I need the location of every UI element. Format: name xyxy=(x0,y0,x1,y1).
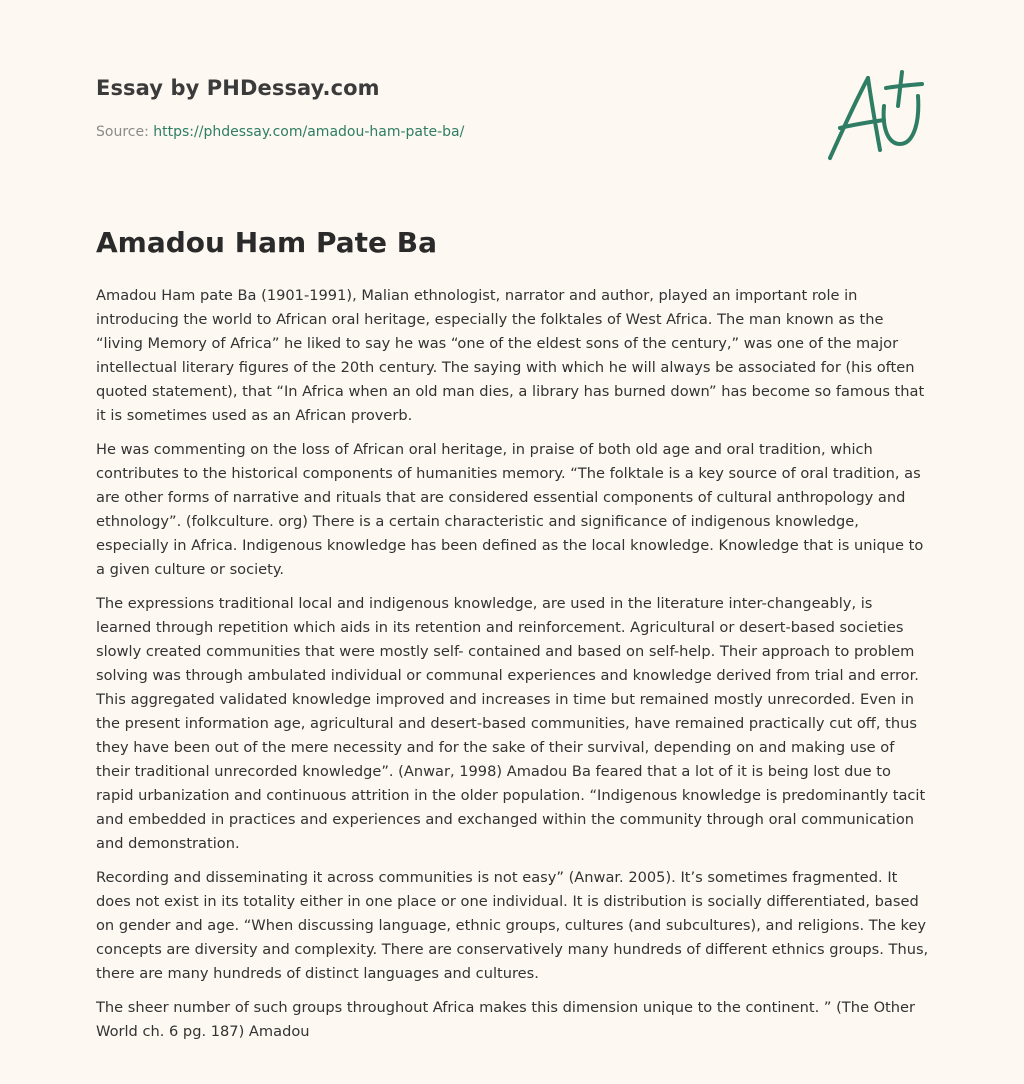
source-line xyxy=(96,124,464,140)
paragraph: Recording and disseminating it across communities is not easy” (Anwar. 2005). It’s sometimes fragmented. It does not exist in its totality either in one place or one individual. It is distribution is socially differentiated, based on gender and age. “When discussing language, ethnic groups, cultures (and subcultures), and religions. The key concepts are diversity and complexity. There are conservatively many hundreds of different ethnics groups. Thus, there are many hundreds of distinct languages and cultures. xyxy=(96,869,929,982)
essay-body xyxy=(96,284,932,1054)
source-link[interactable]: https://phdessay.com/amadou-ham-pate-ba/ xyxy=(153,124,465,140)
paragraph: The sheer number of such groups throughout Africa makes this dimension unique to the continent. ” (The Other World ch. 6 pg. 187) Amadou xyxy=(96,999,916,1040)
site-brand: Essay by PHDessay.com xyxy=(96,76,380,100)
paragraph: The expressions traditional local and indigenous knowledge, are used in the literature inter-changeably, is learned through repetition which aids in its retention and reinforcement. Agricultural or desert-based societies slowly created communities that were mostly self- contained and based on self-help. Their approach to problem solving was through ambulated individual or communal experiences and knowledge derived from trial and error. This aggregated validated knowledge improved and increases in time but remained mostly unrecorded. Even in the present information age, agricultural and desert-based communities, have remained practically cut off, thus they have been out of the mere necessity and for the sake of their survival, depending on and making use of their traditional unrecorded knowledge”. (Anwar, 1998) Amadou Ba feared that a lot of it is being lost due to rapid urbanization and continuous attrition in the older population. “Indigenous knowledge is predominantly tacit and embedded in practices and experiences and exchanged within the community through oral communication and demonstration. xyxy=(96,595,926,852)
essay-title: Amadou Ham Pate Ba xyxy=(96,226,437,259)
paragraph: He was commenting on the loss of African oral heritage, in praise of both old age and oral tradition, which contributes to the historical components of humanities memory. “The folktale is a key source of oral tradition, as are other forms of narrative and rituals that are considered essential components of cultural anthropology and ethnology”. (folkculture. org) There is a certain characteristic and significance of indigenous knowledge, especially in Africa. Indigenous knowledge has been defined as the local knowledge. Knowledge that is unique to a given culture or society. xyxy=(96,441,924,578)
source-label: Source: xyxy=(96,124,154,140)
a-plus-grade-icon xyxy=(822,66,932,166)
paragraph: Amadou Ham pate Ba (1901-1991), Malian ethnologist, narrator and author, played an important role in introducing the world to African oral heritage, especially the folktales of West Africa. The man known as the “living Memory of Africa” he liked to say he was “one of the eldest sons of the century,” was one of the major intellectual literary figures of the 20th century. The saying with which he will always be associated for (his often quoted statement), that “In Africa when an old man dies, a library has burned down” has become so famous that it is sometimes used as an African proverb. xyxy=(96,287,925,424)
